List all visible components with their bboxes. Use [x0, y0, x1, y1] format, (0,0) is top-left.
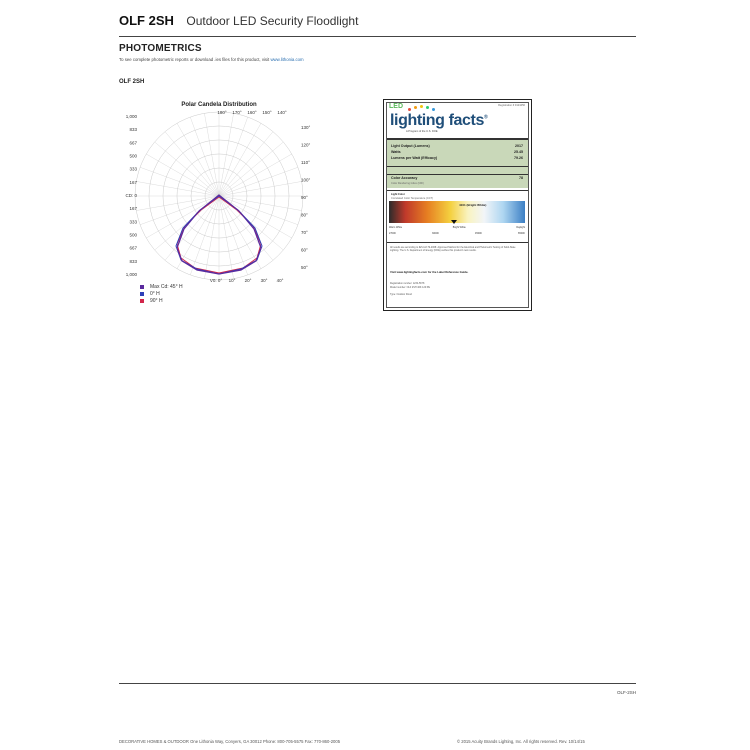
- top-angle-label: 170°: [232, 110, 242, 115]
- cri-sub: Color Rendering Index (CRI): [391, 182, 424, 185]
- type-line: Type: Outdoor Flood: [390, 293, 412, 296]
- right-angle-label: 70°: [301, 230, 308, 235]
- bottom-angle-label: V0: 0°: [209, 278, 223, 283]
- bottom-angle-label: 30°: [260, 278, 268, 283]
- right-angle-label: 60°: [301, 247, 308, 253]
- legend-label: 90° H: [150, 297, 163, 304]
- note-text: To see complete photometric reports or download .ies files for this product, visit: [119, 57, 270, 62]
- legend-swatch: [140, 285, 144, 289]
- left-tick-label: 667: [129, 245, 137, 251]
- legend-label: Max Cd: 45° H: [150, 283, 183, 290]
- left-tick-label: 833: [129, 258, 137, 264]
- metric-row: [391, 150, 523, 154]
- right-angle-label: 120°: [301, 142, 311, 148]
- page-header: [119, 12, 358, 30]
- model-line: Model number: OLF 2SH 40K 120 PE: [390, 286, 430, 289]
- zone-warm: Warm White: [389, 226, 403, 229]
- left-tick-label: 500: [129, 232, 137, 238]
- footer-contact: DECORATIVE HOMES & OUTDOOR One Lithonia Way, Conyers, GA 30012 Phone: 800-705-5575 Fax: 770-860-2005: [119, 739, 341, 744]
- lithonia-link[interactable]: www.lithonia.com: [270, 57, 304, 62]
- visit-note: Visit www.lightingfacts.com for the Label Reference Guide.: [390, 270, 469, 274]
- page-id: OLF-2SH: [616, 690, 636, 695]
- divider: [387, 174, 528, 175]
- metric-label: Light Output (Lumens): [391, 144, 430, 148]
- right-angle-label: 100°: [301, 177, 311, 183]
- registration-line: Registration number: 1234-5678: [390, 282, 425, 285]
- logo-text: lighting facts: [390, 112, 484, 129]
- left-tick-label: 1,000: [125, 272, 137, 277]
- cri-value: 78: [519, 176, 523, 180]
- lighting-facts-logo: [390, 112, 487, 130]
- left-tick-label: 333: [129, 166, 137, 172]
- bottom-angle-label: 10°: [228, 278, 236, 283]
- model-label: OLF 2SH: [119, 79, 145, 85]
- cct-spectrum-bar: [389, 201, 525, 223]
- scale-value: 4500K: [475, 232, 482, 235]
- scale-value: 2700K: [389, 232, 396, 235]
- cct-zones: [389, 226, 525, 229]
- left-tick-label: 167: [129, 206, 137, 212]
- polar-title: Polar Candela Distribution: [181, 102, 257, 108]
- cct-value: 4101 (Bright White): [459, 203, 487, 207]
- product-code: OLF 2SH: [119, 13, 174, 28]
- metric-value: 79.26: [514, 156, 523, 160]
- footer-copyright: © 2015 Acuity Brands Lighting, Inc. All rights reserved. Rev. 10/14/15: [457, 739, 585, 744]
- right-angle-label: 90°: [301, 195, 308, 200]
- logo-tagline: A Program of the U.S. DOE: [406, 130, 438, 133]
- cct-scale: [389, 232, 525, 235]
- logo-trademark: ®: [483, 114, 488, 121]
- right-angle-label: 110°: [301, 160, 310, 165]
- metric-value: 25.45: [514, 150, 523, 154]
- legend-item: [140, 297, 183, 304]
- metric-row: [391, 156, 523, 160]
- top-angle-label: 160°: [247, 110, 257, 115]
- divider: [387, 190, 528, 191]
- section-title: PHOTOMETRICS: [119, 43, 202, 54]
- metric-label: Watts: [391, 150, 401, 154]
- photometric-note: [119, 57, 304, 62]
- chart-legend: [140, 283, 183, 304]
- left-tick-label: 333: [129, 219, 137, 225]
- metric-row: [391, 144, 523, 148]
- top-angle-label: 180°: [217, 110, 227, 115]
- disclaimer: All results are according to IES LM-79-2008: Approved Method for the Electrical and Photometric Testing of Solid-State Lighting. The U.S. Department of Energy (DOE) verifies this product's test results.: [390, 246, 516, 253]
- lighting-facts-label: [383, 99, 532, 311]
- bottom-angle-label: 40°: [276, 278, 284, 283]
- right-angle-label: 130°: [301, 125, 311, 130]
- right-angle-label: 50°: [301, 265, 308, 270]
- left-tick-label: 667: [129, 140, 137, 146]
- header-divider: [119, 36, 636, 37]
- left-tick-label: 1,000: [125, 114, 137, 119]
- top-angle-label: 140°: [277, 110, 287, 115]
- scale-value: 3000K: [432, 232, 439, 235]
- scale-value: 6500K: [518, 232, 525, 235]
- legend-swatch: [140, 299, 144, 303]
- left-tick-label: 167: [129, 179, 137, 185]
- legend-item: [140, 283, 183, 290]
- registration-no: Registration # 0123456: [498, 104, 525, 107]
- metric-value: 2017: [515, 144, 523, 148]
- led-word: LED: [389, 103, 403, 110]
- left-tick-label: 500: [129, 153, 137, 159]
- legend-item: [140, 290, 183, 297]
- zone-daylight: Daylight: [516, 226, 525, 229]
- zone-bright: Bright White: [452, 226, 466, 229]
- top-angle-label: 150°: [262, 110, 272, 115]
- cri-row: [391, 176, 523, 180]
- cri-label: Color Accuracy: [391, 176, 418, 180]
- right-angle-label: 80°: [301, 212, 308, 218]
- metric-label: Lumens per Watt (Efficacy): [391, 156, 438, 160]
- footer-divider: [119, 683, 636, 684]
- light-color-sub: Correlated Color Temperature (CCT): [391, 197, 434, 200]
- divider-thick: [387, 138, 528, 140]
- divider: [387, 242, 528, 243]
- legend-swatch: [140, 292, 144, 296]
- product-title: Outdoor LED Security Floodlight: [186, 14, 359, 28]
- divider: [387, 166, 528, 167]
- light-color-label: Light Color: [391, 193, 405, 196]
- left-tick-label: 833: [129, 127, 137, 133]
- legend-label: 0° H: [150, 290, 160, 297]
- cct-marker-icon: [451, 220, 457, 224]
- bottom-angle-label: 20°: [244, 278, 252, 283]
- left-tick-label: CD: 0: [125, 193, 137, 198]
